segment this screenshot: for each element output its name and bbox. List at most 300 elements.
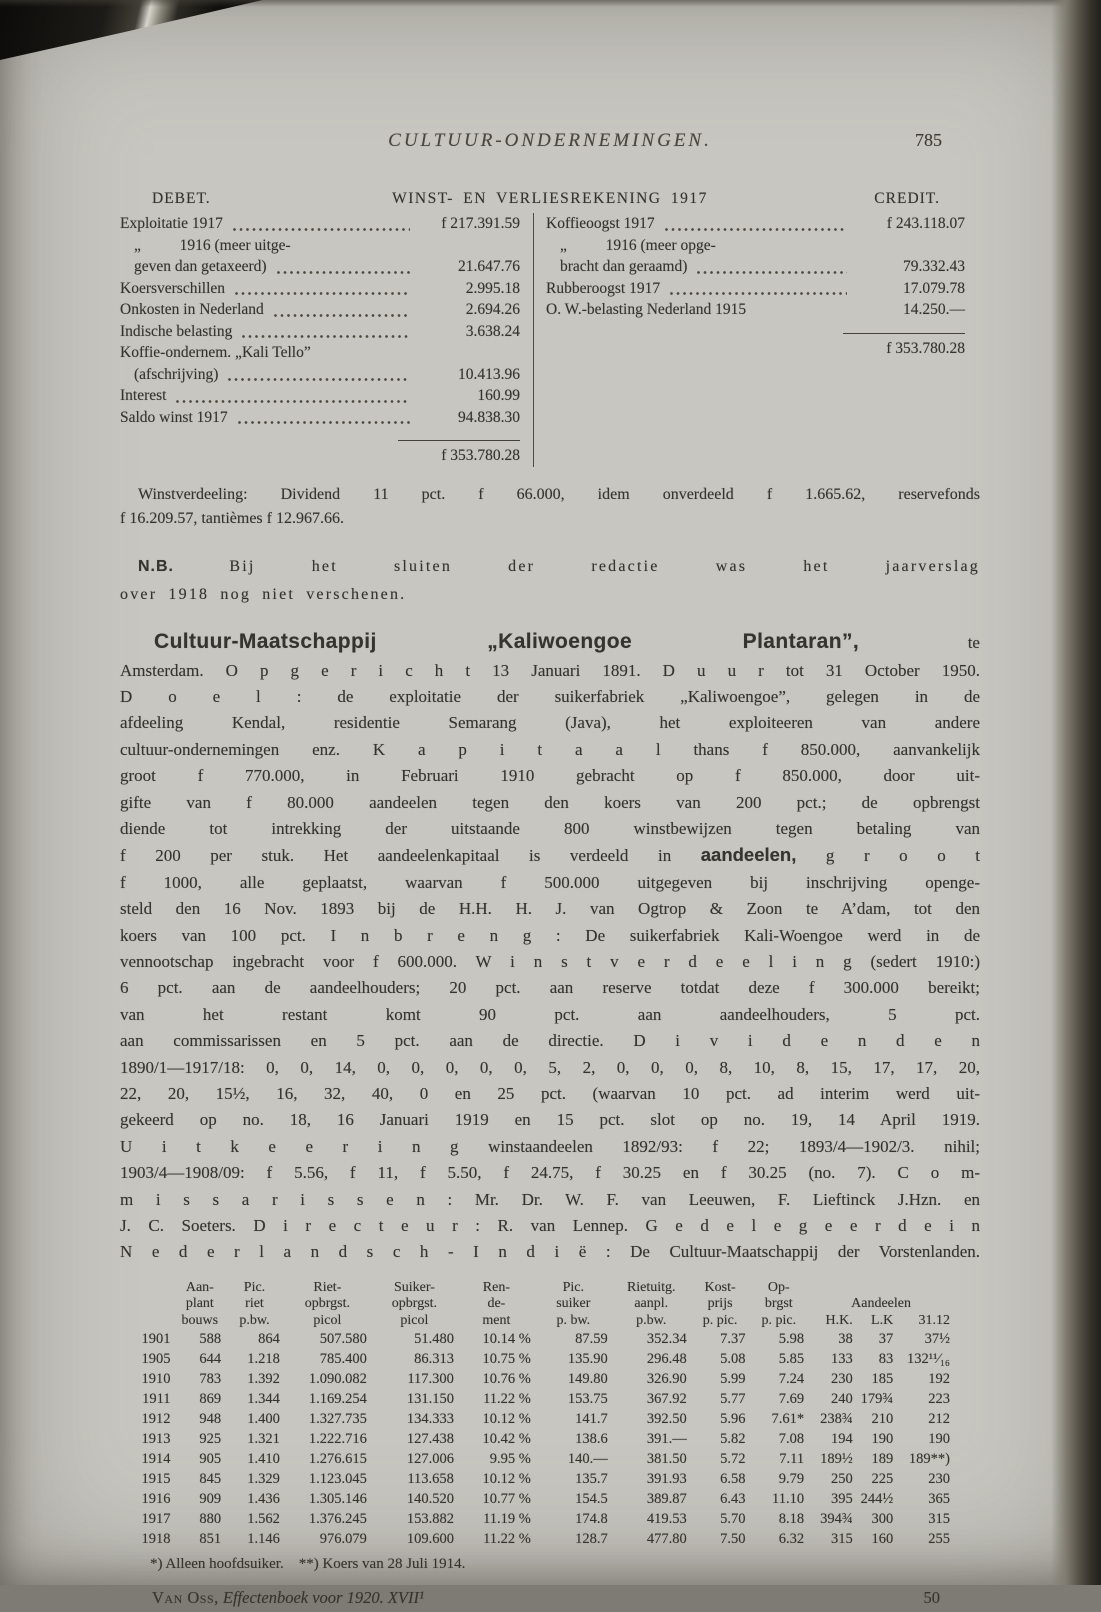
text-segment: koers van 100 pct. I n b r e n g : De suikerfabriek Kali-Woengoe werd in de	[120, 925, 980, 945]
ledger-row-amount: 17.079.78	[903, 279, 965, 297]
debet-total-row	[120, 440, 520, 467]
ledger-row-label: Exploitatie 1917	[120, 215, 223, 232]
stats-cell: 588	[199, 1331, 222, 1348]
ledger-row	[120, 407, 520, 429]
stats-cell: 365	[928, 1491, 950, 1508]
stats-cell: 250	[830, 1471, 853, 1488]
stats-cell: 644	[199, 1351, 222, 1368]
text-segment: 1903/4—1908/09: f 5.56, f 11, f 5.50, f 24.75, f 30.25 en f 30.25 (no. 7). C o m-	[120, 1163, 980, 1183]
stats-header-cell: Riet-	[313, 1279, 342, 1295]
stats-cell: 11.10	[772, 1491, 805, 1508]
stats-cell: 6.58	[720, 1471, 746, 1488]
stats-cell: 7.50	[720, 1531, 746, 1548]
stats-cell: 1.562	[247, 1511, 280, 1528]
text-line	[120, 507, 980, 531]
page-content	[120, 130, 980, 1612]
stats-cell: 909	[199, 1491, 222, 1508]
text-segment: afdeeling Kendal, residentie Semarang (Java), het exploiteeren van andere	[120, 713, 980, 733]
dotted-leader	[235, 291, 410, 295]
stats-header-cell: opbrgst.	[304, 1296, 350, 1312]
stats-row	[132, 1449, 956, 1469]
stats-cell: 845	[199, 1471, 222, 1488]
stats-cell: 1905	[141, 1351, 171, 1368]
dotted-leader	[238, 420, 410, 424]
ledger-row-amount: 94.838.30	[458, 408, 520, 426]
ledger-row	[546, 213, 965, 235]
text-line	[120, 710, 980, 736]
ledger-row-amount: 160.99	[477, 387, 520, 404]
stats-cell: 7.37	[720, 1331, 746, 1348]
stats-cell: 1.169.254	[308, 1391, 367, 1408]
text-segment: van het restant komt 90 pct. aan aandeelhouders, 5 pct.	[120, 1004, 980, 1024]
stats-cell: 131.150	[406, 1391, 454, 1408]
stats-row	[132, 1469, 956, 1489]
stats-cell: 7.11	[779, 1451, 805, 1468]
text-segment: g r o o t	[796, 846, 980, 866]
stats-header-cell	[810, 1280, 956, 1297]
stats-cell: 5.98	[778, 1331, 805, 1348]
stats-cell: 391.—	[646, 1431, 687, 1448]
dotted-leader	[228, 377, 410, 381]
stats-cell: 160	[871, 1531, 894, 1548]
stats-cell: 1.321	[247, 1431, 280, 1448]
stats-header-cell: picol	[400, 1312, 429, 1328]
ledger-row-label: Onkosten in Nederland	[120, 301, 264, 318]
stats-cell: 381.50	[646, 1451, 687, 1468]
ledger-row-amount: f 243.118.07	[886, 215, 965, 232]
stats-cell: 315	[928, 1511, 950, 1528]
stats-cell: 296.48	[646, 1351, 687, 1368]
text-line	[120, 1187, 980, 1213]
winstverdeeling-paragraph	[120, 483, 980, 531]
text-line	[120, 1239, 980, 1265]
text-segment: D o e l : de exploitatie der suikerfabriek „Kaliwoengoe”, gelegen in de	[120, 686, 980, 706]
credit-column	[533, 213, 980, 467]
stats-cell: 223	[928, 1391, 950, 1408]
dotted-leader	[274, 313, 410, 317]
text-line	[120, 763, 980, 789]
stats-header-cell: aanpl.	[634, 1296, 669, 1312]
dotted-leader	[697, 270, 847, 274]
stats-cell: 190	[928, 1431, 950, 1448]
ledger-row-label: „ 1916 (meer opge-	[560, 236, 716, 254]
text-segment: f 16.209.57, tantièmes f 12.967.66.	[120, 509, 344, 527]
stats-cell: 189½	[820, 1451, 853, 1468]
stats-header-cell: bouws	[181, 1312, 219, 1328]
stats-cell: 1.123.045	[308, 1471, 367, 1488]
stats-cell: 86.313	[414, 1351, 454, 1368]
stats-cell: 1918	[141, 1531, 171, 1548]
text-line	[120, 949, 980, 975]
stats-cell: 1.146	[247, 1531, 280, 1548]
stats-cell: 395	[830, 1491, 853, 1508]
stats-cell: 174.8	[575, 1511, 608, 1528]
stats-header-cell	[132, 1313, 177, 1330]
stats-cell: 189	[871, 1451, 894, 1468]
credit-total-row	[546, 333, 965, 360]
stats-cell: 255	[928, 1531, 950, 1548]
stats-cell: 507.580	[319, 1331, 367, 1348]
text-segment: vennootschap ingebracht voor f 600.000. W i n s t v e r d e e l i n g (sedert 1910:)	[120, 951, 980, 971]
stats-header-cell: p. bw.	[556, 1312, 591, 1328]
dotted-leader	[277, 270, 410, 274]
stats-cell: 785.400	[319, 1351, 367, 1368]
ledger-row-label: Koffie-ondernem. „Kali Tello”	[120, 344, 311, 361]
account-title: WINST- EN VERLIESREKENING 1917	[392, 190, 708, 207]
stats-cell: 1.344	[247, 1391, 280, 1408]
text-segment: aan commissarissen en 5 pct. aan de directie. D i v i d e n d e n	[120, 1031, 980, 1051]
stats-cell: 5.72	[720, 1451, 746, 1468]
stats-cell: 135.90	[567, 1351, 608, 1368]
stats-header-cell: plant	[185, 1296, 214, 1312]
stats-header-row	[132, 1296, 956, 1313]
stats-cell: 113.658	[407, 1471, 454, 1488]
stats-row	[132, 1349, 956, 1369]
profit-loss-body	[120, 213, 980, 467]
text-segment: 1890/1—1917/18: 0, 0, 14, 0, 0, 0, 0, 0, 5, 2, 0, 0, 0, 8, 10, 8, 15, 17, 17, 20,	[120, 1057, 980, 1077]
text-segment: steld den 16 Nov. 1893 bij de H.H. H. J. van Ogtrop & Zoon te A’dam, tot den	[120, 899, 980, 919]
text-segment: m i s s a r i s s e n : Mr. Dr. W. F. van Leeuwen, F. Lieftinck J.Hzn. en	[120, 1189, 980, 1209]
stats-cell: 7.24	[778, 1371, 805, 1388]
ledger-row	[120, 364, 520, 386]
ledger-row	[120, 256, 520, 278]
stats-cell: 976.079	[319, 1531, 367, 1548]
dotted-leader	[670, 291, 847, 295]
stats-row	[132, 1329, 956, 1349]
company-description	[120, 627, 980, 1266]
ledger-row	[120, 299, 520, 321]
stats-header-cell: L.K	[871, 1312, 894, 1328]
stats-cell: 10.14 %	[482, 1331, 531, 1348]
running-head	[120, 130, 980, 160]
stats-cell: 10.75 %	[482, 1351, 531, 1368]
stats-row	[132, 1389, 956, 1409]
stats-cell: 864	[258, 1331, 280, 1348]
stats-cell: 1.410	[247, 1451, 280, 1468]
text-segment: over 1918 nog niet verschenen.	[120, 585, 407, 603]
ledger-row	[120, 342, 520, 364]
stats-cell: 140.520	[406, 1491, 454, 1508]
ledger-row	[120, 385, 520, 407]
stats-header-cell: brgst	[764, 1296, 793, 1312]
stats-cell: 1914	[141, 1451, 171, 1468]
stats-cell: 179¾	[860, 1391, 894, 1408]
text-segment: diende tot intrekking der uitstaande 800 winstbewijzen tegen betaling van	[120, 818, 980, 838]
stats-cell: 477.80	[646, 1531, 687, 1548]
stats-cell: 394¾	[820, 1511, 853, 1528]
stats-cell: 10.77 %	[482, 1491, 531, 1508]
debet-heading: DEBET.	[152, 190, 211, 207]
text-line	[120, 483, 980, 507]
stats-cell: 10.12 %	[482, 1411, 531, 1428]
ledger-row	[546, 256, 965, 278]
page-edge-shadow	[1051, 0, 1101, 1585]
ledger-row-label: Rubberoogst 1917	[546, 279, 661, 297]
stats-cell: 1912	[141, 1411, 171, 1428]
stats-cell: 1.218	[247, 1351, 280, 1368]
text-segment: gifte van f 80.000 aandeelen tegen den koers van 200 pct.; de opbrengst	[120, 792, 980, 812]
stats-cell: 905	[199, 1451, 222, 1468]
stats-header-cell: 31.12	[918, 1312, 950, 1328]
stats-cell: 1910	[141, 1371, 171, 1388]
stats-header-cell: Pic.	[562, 1279, 585, 1295]
book-footer	[120, 1588, 980, 1612]
text-segment: U i t k e e r i n g winstaandeelen 1892/93: f 22; 1893/4—1902/3. nihil;	[120, 1136, 980, 1156]
stats-cell: 1.400	[247, 1411, 280, 1428]
stats-cell: 149.80	[567, 1371, 608, 1388]
publisher-name: Van Oss,	[152, 1588, 219, 1608]
stats-cell: 1911	[142, 1391, 171, 1408]
text-line	[120, 1055, 980, 1081]
debet-total-amount: f 353.780.28	[398, 440, 520, 467]
stats-cell: 11.22 %	[483, 1531, 531, 1548]
page-top-shadow	[0, 0, 1101, 7]
stats-header-cell: ment	[482, 1312, 511, 1328]
stats-cell: 1.327.735	[308, 1411, 367, 1428]
stats-cell: 1917	[141, 1511, 171, 1528]
stats-cell: 141.7	[575, 1411, 608, 1428]
stats-cell: 869	[199, 1391, 222, 1408]
text-line	[120, 1028, 980, 1054]
stats-cell: 133	[830, 1351, 853, 1368]
statistics-table	[132, 1280, 956, 1550]
stats-cell: 391.93	[646, 1471, 687, 1488]
nb-paragraph	[120, 553, 980, 609]
text-line	[120, 627, 980, 658]
stats-header-cell: p. pic.	[702, 1312, 738, 1328]
stats-cell: 419.53	[646, 1511, 687, 1528]
profit-loss-header	[120, 188, 980, 211]
stats-cell: 1901	[141, 1331, 171, 1348]
text-line	[120, 1002, 980, 1028]
text-line	[120, 737, 980, 763]
ledger-row-label: (afschrijving)	[134, 365, 219, 383]
stats-header-cell: picol	[313, 1312, 342, 1328]
book-corner-shadow	[0, 0, 268, 60]
stats-cell: 240	[830, 1391, 853, 1408]
stats-cell: 1.376.245	[308, 1511, 367, 1528]
ledger-row-amount: 3.638.24	[465, 322, 520, 340]
stats-cell: 190	[871, 1431, 894, 1448]
stats-cell: 1.305.146	[308, 1491, 367, 1508]
text-segment: cultuur-ondernemingen enz. K a p i t a a l thans f 850.000, aanvankelijk	[120, 739, 980, 759]
stats-header-cell: Pic.	[243, 1279, 266, 1295]
text-segment: te	[859, 632, 980, 652]
text-line	[120, 1160, 980, 1186]
stats-cell: 10.12 %	[482, 1471, 531, 1488]
ledger-row-amount: 21.647.76	[458, 258, 520, 275]
stats-header-cell	[132, 1280, 177, 1297]
text-line	[120, 975, 980, 1001]
stats-header-cell: opbrgst.	[391, 1296, 438, 1312]
signature-number: 50	[923, 1588, 940, 1608]
dotted-leader	[176, 399, 410, 403]
stats-cell: 117.300	[407, 1371, 454, 1388]
stats-cell: 194	[830, 1431, 853, 1448]
stats-cell: 37½	[924, 1331, 950, 1348]
stats-cell: 225	[871, 1471, 894, 1488]
stats-cell: 5.70	[720, 1511, 746, 1528]
stats-cell: 352.34	[646, 1331, 687, 1348]
text-line	[120, 581, 980, 609]
text-line	[120, 1081, 980, 1107]
bold-text-segment: aandeelen,	[700, 844, 797, 866]
stats-row	[132, 1429, 956, 1449]
stats-header-cell: Suiker-	[393, 1279, 435, 1295]
stats-header-cell: Op-	[767, 1279, 790, 1295]
stats-cell: 1.222.716	[308, 1431, 367, 1448]
dotted-leader	[665, 227, 847, 231]
stats-cell: 1.090.082	[308, 1371, 367, 1388]
stats-cell: 7.08	[778, 1431, 805, 1448]
ledger-row	[120, 213, 520, 235]
text-line	[120, 553, 980, 581]
stats-cell: 11.22 %	[483, 1391, 531, 1408]
stats-cell: 10.42 %	[482, 1431, 531, 1448]
stats-cell: 783	[199, 1371, 222, 1388]
stats-header-cell: de-	[487, 1296, 506, 1312]
statistics-table-head	[132, 1280, 956, 1330]
text-line	[120, 816, 980, 842]
stats-cell: 51.480	[414, 1331, 454, 1348]
stats-header-cell: riet	[245, 1296, 264, 1312]
ledger-row	[546, 278, 965, 300]
stats-cell: 9.95 %	[489, 1451, 531, 1468]
stats-cell: 1913	[141, 1431, 171, 1448]
ledger-row-label: bracht dan geraamd)	[560, 258, 688, 275]
text-segment: Amsterdam. O p g e r i c h t 13 Januari 1891. D u u r tot 31 October 1950.	[120, 660, 980, 680]
running-title: CULTUUR-ONDERNEMINGEN.	[388, 130, 712, 151]
text-segment: f 1000, alle geplaatst, waarvan f 500.000 uitgegeven bij inschrijving openge-	[120, 872, 980, 892]
ledger-row-label: Koffieoogst 1917	[546, 215, 655, 232]
table-footnote: *) Alleen hoofdsuiker. **) Koers van 28 Juli 1914.	[150, 1556, 466, 1573]
stats-cell: 128.7	[575, 1531, 608, 1548]
stats-cell: 210	[871, 1411, 894, 1428]
text-segment: f 200 per stuk. Het aandeelenkapitaal is verdeeld in	[120, 846, 701, 866]
stats-cell: 244½	[860, 1491, 894, 1508]
stats-cell: 5.08	[720, 1351, 746, 1368]
text-line	[120, 1213, 980, 1239]
stats-cell: 127.006	[406, 1451, 454, 1468]
stats-header-cell: Aan-	[185, 1279, 214, 1295]
stats-header-cell: Aandeelen	[851, 1296, 911, 1312]
stats-cell: 140.—	[567, 1451, 608, 1468]
text-segment: gekeerd op no. 18, 16 Januari 1919 en 15 pct. slot op no. 19, 14 April 1919.	[120, 1110, 980, 1130]
ledger-row	[546, 299, 965, 321]
stats-cell: 1916	[141, 1491, 171, 1508]
ledger-row	[120, 321, 520, 343]
stats-cell: 1.329	[247, 1471, 280, 1488]
stats-cell: 37	[878, 1331, 894, 1348]
ledger-row-amount: 10.413.96	[458, 365, 520, 383]
text-line	[120, 896, 980, 922]
credit-total-amount: f 353.780.28	[843, 333, 965, 360]
stats-cell: 135.7	[575, 1471, 608, 1488]
text-segment: groot f 770.000, in Februari 1910 gebracht op f 850.000, door uit-	[120, 766, 980, 786]
stats-cell: 134.333	[406, 1411, 454, 1428]
debet-column	[120, 213, 533, 467]
stats-cell: 389.87	[646, 1491, 687, 1508]
stats-cell: 127.438	[406, 1431, 454, 1448]
statistics-table-body	[132, 1329, 956, 1549]
text-line	[120, 1107, 980, 1133]
stats-cell: 132¹¹⁄₁₆	[907, 1351, 950, 1368]
book-title: Effectenboek voor 1920.	[222, 1588, 384, 1608]
text-line	[120, 870, 980, 896]
text-line	[120, 1134, 980, 1160]
ledger-row-amount: f 217.391.59	[441, 215, 520, 232]
stats-cell: 153.882	[406, 1511, 454, 1528]
stats-header-cell: Ren-	[482, 1279, 510, 1295]
text-segment: 22, 20, 15½, 16, 32, 40, 0 en 25 pct. (waarvan 10 pct. ad interim werd uit-	[120, 1084, 980, 1103]
stats-header-cell: Rietuitg.	[626, 1279, 676, 1295]
text-line	[120, 842, 980, 869]
stats-cell: 192	[928, 1371, 950, 1388]
ledger-row-label: Koersverschillen	[120, 279, 226, 297]
stats-cell: 212	[928, 1411, 950, 1428]
stats-cell: 185	[871, 1371, 894, 1388]
stats-cell: 1915	[141, 1471, 171, 1488]
stats-cell: 6.43	[720, 1491, 746, 1508]
stats-header-cell: Kost-	[704, 1279, 736, 1295]
stats-cell: 138.6	[575, 1431, 608, 1448]
stats-row	[132, 1409, 956, 1429]
ledger-row-amount: 2.995.18	[465, 279, 520, 297]
ledger-row-label: geven dan getaxeerd)	[134, 258, 267, 275]
stats-header-cell: p.bw.	[239, 1312, 270, 1328]
stats-cell: 5.82	[720, 1431, 746, 1448]
ledger-row-label: Interest	[120, 387, 167, 404]
bold-text-segment: N.B.	[138, 557, 230, 575]
stats-cell: 189**)	[908, 1451, 950, 1468]
stats-header-cell	[132, 1296, 177, 1313]
profit-loss-account	[120, 188, 980, 467]
text-line	[120, 790, 980, 816]
stats-cell: 109.600	[406, 1531, 454, 1548]
stats-cell: 230	[830, 1371, 853, 1388]
stats-cell: 367.92	[646, 1391, 687, 1408]
stats-cell: 300	[871, 1511, 894, 1528]
stats-row	[132, 1529, 956, 1549]
ledger-row	[120, 278, 520, 300]
stats-cell: 315	[830, 1531, 853, 1548]
text-line	[120, 658, 980, 684]
ledger-row-amount: 14.250.—	[903, 301, 965, 318]
text-segment: Winstverdeeling: Dividend 11 pct. f 66.000, idem onverdeeld f 1.665.62, reservefonds	[138, 485, 980, 503]
stats-cell: 5.85	[778, 1351, 805, 1368]
dotted-leader	[233, 227, 410, 231]
stats-cell: 8.18	[778, 1511, 805, 1528]
stats-cell: 925	[199, 1431, 222, 1448]
stats-cell: 6.32	[778, 1531, 805, 1548]
bold-text-segment: Cultuur-Maatschappij „Kaliwoengoe Plantaran”,	[154, 629, 860, 653]
stats-row	[132, 1369, 956, 1389]
stats-row	[132, 1509, 956, 1529]
stats-cell: 9.79	[778, 1471, 805, 1488]
imprint	[152, 1588, 424, 1608]
stats-cell: 7.61*	[771, 1411, 805, 1428]
text-segment: N e d e r l a n d s c h - I n d i ë : De Cultuur-Maatschappij der Vorstenlanden.	[120, 1242, 980, 1262]
ledger-row-label: O. W.-belasting Nederland 1915	[546, 301, 747, 318]
stats-cell: 5.96	[720, 1411, 746, 1428]
text-line	[120, 684, 980, 710]
stats-cell: 948	[199, 1411, 222, 1428]
ledger-row-label: Saldo winst 1917	[120, 408, 228, 426]
stats-cell: 1.276.615	[308, 1451, 367, 1468]
stats-cell: 238¾	[820, 1411, 853, 1428]
stats-cell: 392.50	[646, 1411, 687, 1428]
stats-header-cell: suiker	[556, 1296, 591, 1312]
